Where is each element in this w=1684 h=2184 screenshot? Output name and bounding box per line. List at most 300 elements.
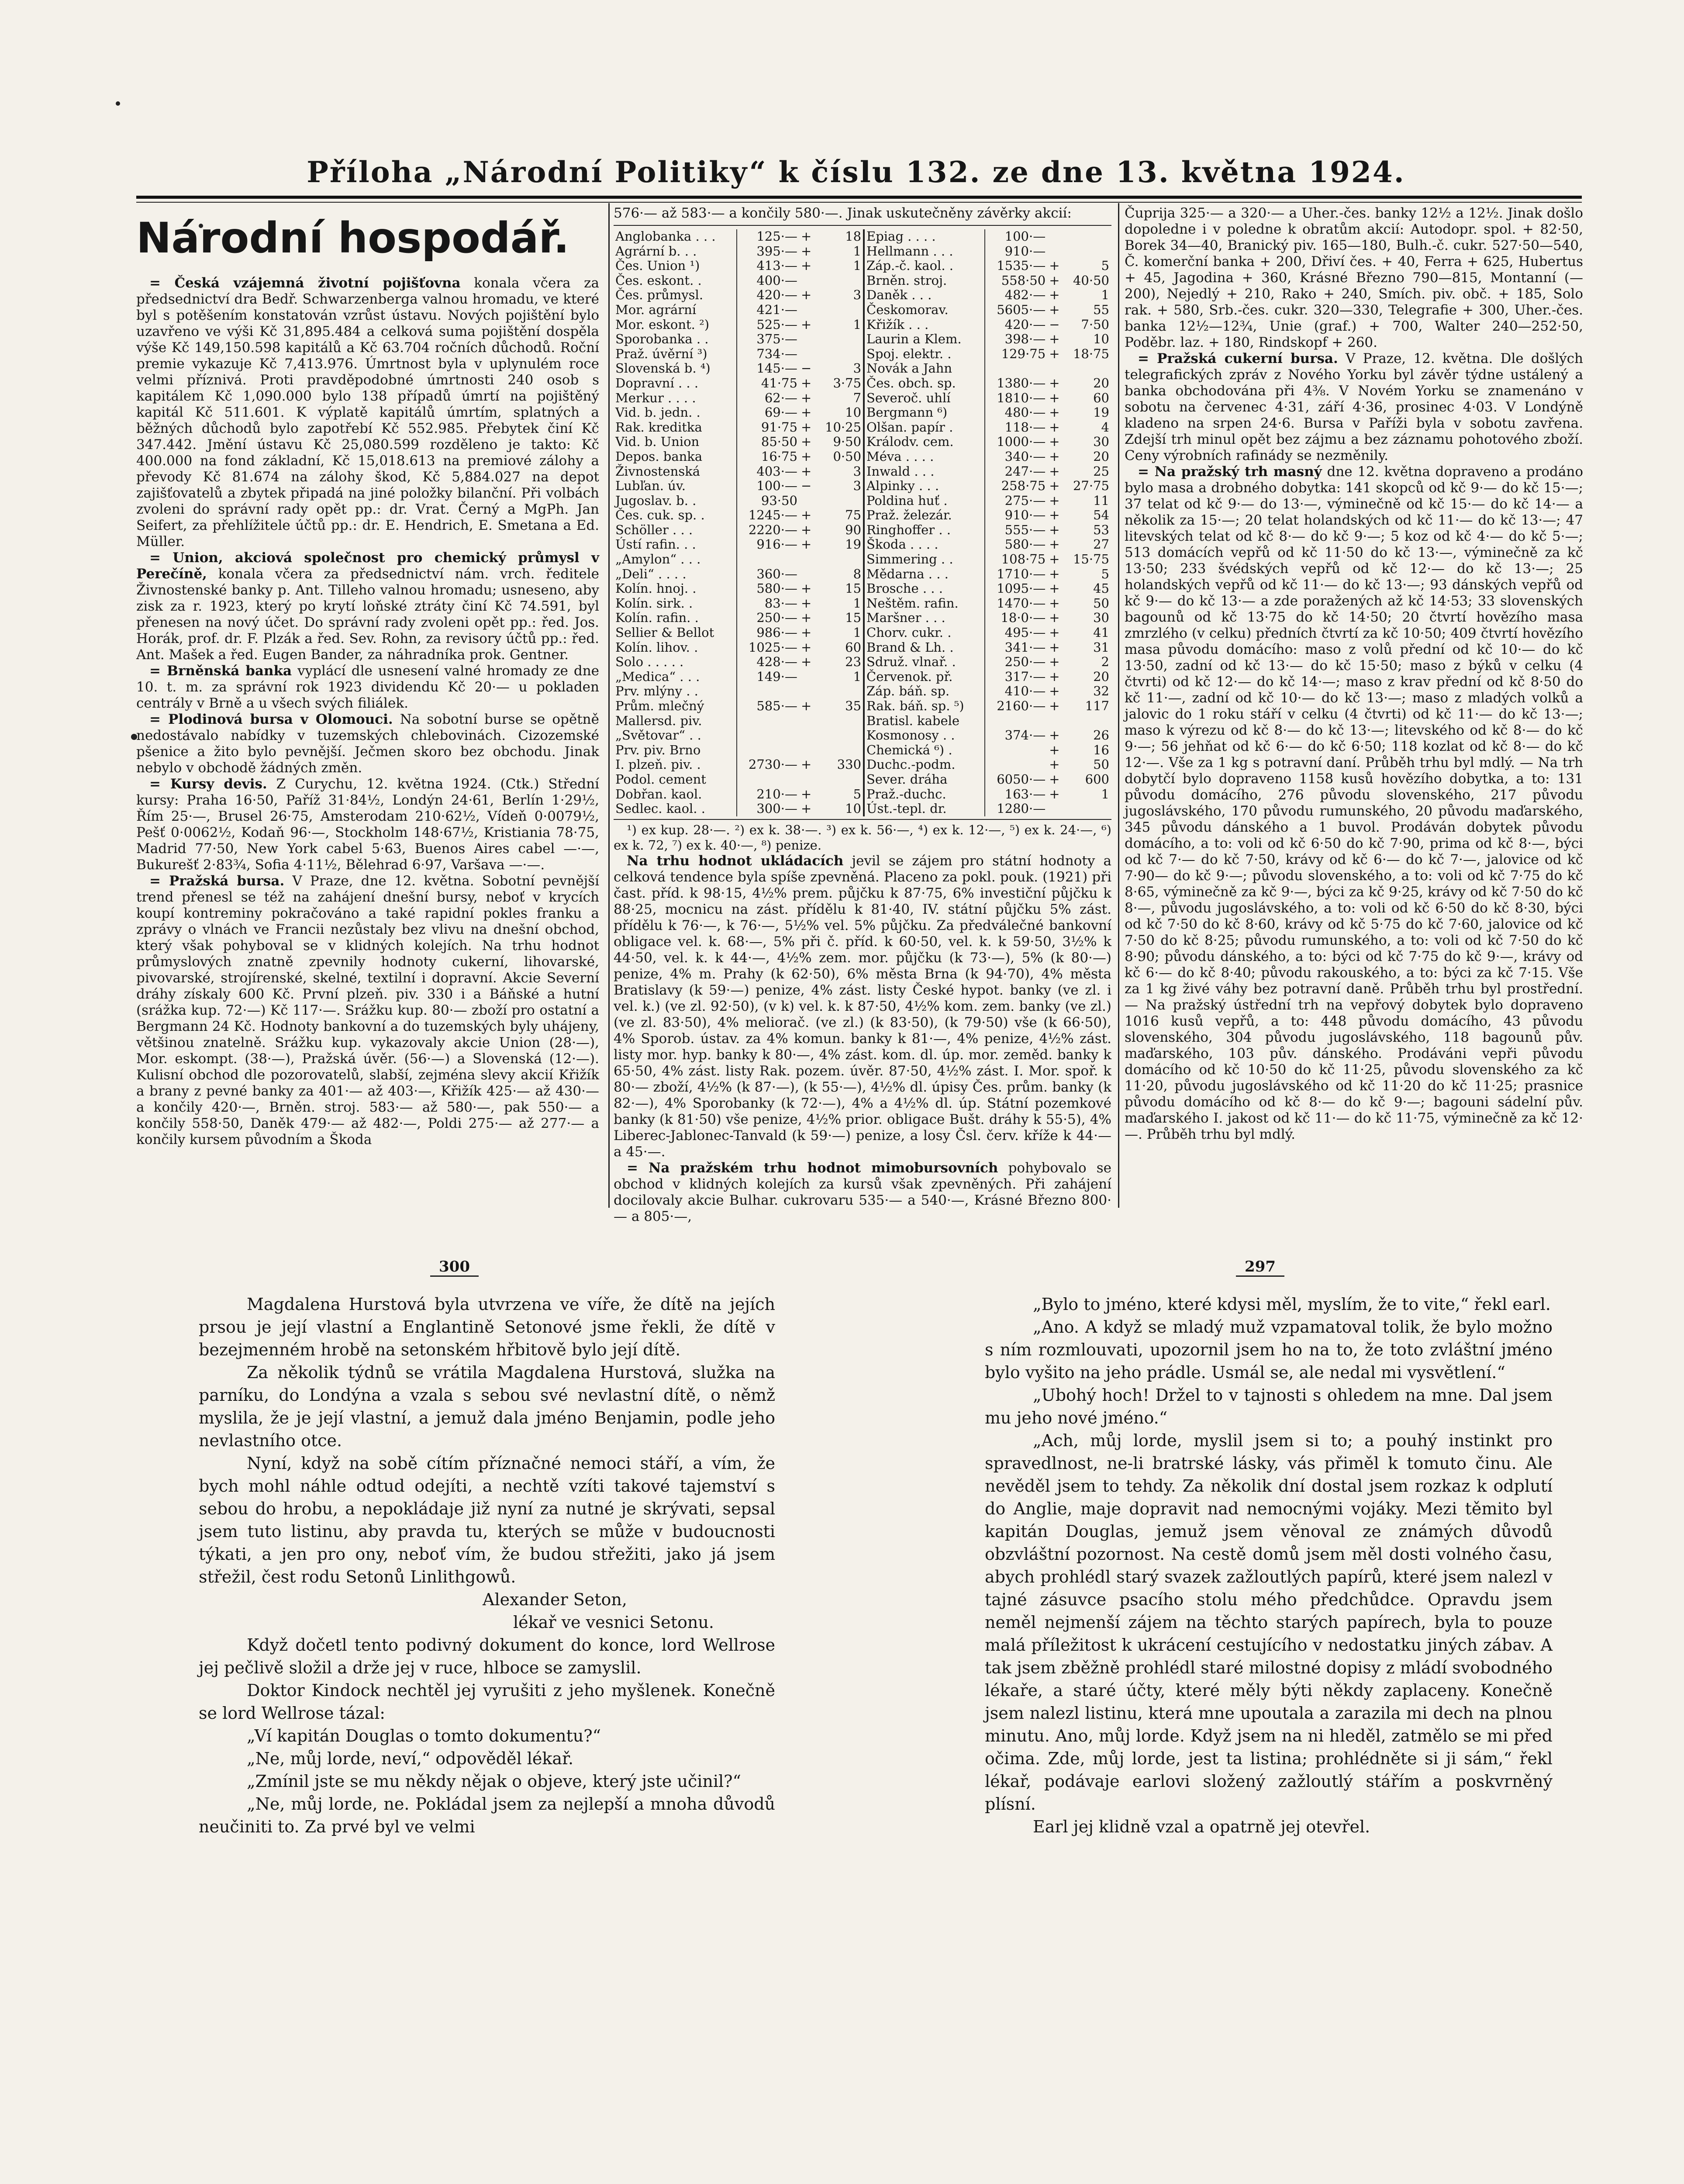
article-lead: = Brněnská banka xyxy=(149,663,292,679)
article-text: konala včera za předsednictví dra Bedř. Schwarzenberga valnou hromadu, ve které byl s potěšením konstatován vzrůst ústavu. Nových pojištění bylo uzavřeno ve výši Kč 31,895.484 a celková suma pojištění dospěla výše Kč 149,150.598 kapitálů a Kč 63.704 ročních důchodů. Roční premie vykazuje Kč 7,413.976. Úmrtnost byla v uplynulém roce velmi příznivá. Proti pravděpodobné úmrtnosti 240 osob s kapitálem Kč 1,090.000 bylo 138 případů úmrtí na pojištěný kapitál Kč 511.601. K výplatě kapitálů úmrtím, splatných a běžných důchodů bylo zapotřebí Kč 552.985. Přebytek činí Kč 347.442. Jmění ústavu Kč 25,080.599 rozděleno je takto: Kč 400.000 na fond základní, Kč 15,018.613 na premiové zálohy a převody Kč 81.674 na zálohy škod, Kč 5,884.027 na depot zajišťovatelů a zbytek připadá na jiné položky bilanční. Při volbách zvoleni do správní rady opět pp.: dr. Vrat. Černý a MgPh. Jan Seifert, za přehlížitele účtů pp.: dr. E. Hendrich, E. Smetana a Ed. Müller. xyxy=(136,275,599,549)
table-cell: 330 xyxy=(837,757,862,772)
table-cell: 85·50 xyxy=(737,435,799,449)
table-cell: 210·— xyxy=(737,787,799,802)
table-cell: 341·— xyxy=(985,640,1047,655)
table-row xyxy=(614,288,1111,303)
table-cell: + xyxy=(801,419,812,435)
table-cell: 420·— xyxy=(985,318,1047,332)
table-cell: Sporobanka . . xyxy=(615,332,709,347)
table-cell: + xyxy=(801,449,812,464)
table-row xyxy=(614,347,1111,362)
table-cell: Kolín. sirk. . xyxy=(615,595,693,611)
table-cell: Novák a Jahn xyxy=(864,361,985,376)
table-cell: + xyxy=(1049,508,1060,523)
table-cell: 428·— xyxy=(737,655,799,670)
article-paragraph xyxy=(614,1160,1111,1225)
table-cell: 5605·— xyxy=(985,303,1047,318)
table-cell: + xyxy=(1049,405,1060,420)
table-cell: + xyxy=(801,786,812,802)
table-cell: 480·— xyxy=(985,405,1047,420)
table-cell: + xyxy=(1049,390,1060,405)
table-cell xyxy=(799,273,816,288)
table-cell: 11 xyxy=(1093,493,1109,508)
table-cell: Laurin a Klem. xyxy=(864,332,985,347)
table-cell: 1245·— xyxy=(737,508,799,523)
table-cell: Maršner . . . xyxy=(864,611,985,625)
table-cell: Spoj. elektr. . xyxy=(864,347,985,362)
table-cell: 410·— xyxy=(985,684,1047,699)
table-cell: + xyxy=(1049,258,1060,273)
table-cell: + xyxy=(801,595,812,611)
table-cell: 1 xyxy=(853,669,862,684)
table-cell: 41 xyxy=(1093,625,1109,640)
table-cell: + xyxy=(1049,346,1060,361)
table-cell: Kolín. hnoj. . xyxy=(615,581,697,596)
table-cell: 4 xyxy=(1101,419,1109,435)
table-cell: 3 xyxy=(853,478,862,494)
table-cell: 18·0·— xyxy=(985,611,1047,625)
table-cell: Sellier & Bellot xyxy=(615,625,714,640)
table-row xyxy=(614,332,1111,347)
table-cell: 53 xyxy=(1093,522,1109,537)
table-row xyxy=(614,303,1111,318)
table-cell: + xyxy=(1049,757,1060,772)
table-cell: 35 xyxy=(845,698,862,713)
article-paragraph xyxy=(136,776,599,873)
table-cell: 8 xyxy=(853,566,862,581)
article-lead: = Union, akciová společnost pro chemický průmysl v Perečíně, xyxy=(136,550,599,582)
article-paragraph xyxy=(1125,351,1583,464)
table-cell xyxy=(985,714,1047,729)
table-cell: + xyxy=(1049,625,1060,640)
article-text: Z Curychu, 12. května 1924. (Ctk.) Střední kursy: Praha 16·50, Paříž 31·84½, Londýn 24·61, Berlín 1·29½, Řím 25·—, Brusel 26·75, Amsterodam 210·62½, Vídeň 0·0079½, Pešť 0·0062½, Kodaň 96·—, Stockholm 148·67½, Kristiania 78·75, Madrid 77·50, New York cabel 5·63, Buenos Aires cabel —·—, Bukurešť 2·83¾, Sofia 4·11½, Bělehrad 6·97, Varšava —·—. xyxy=(136,776,600,873)
table-cell xyxy=(1064,361,1111,376)
table-cell: Chemická ⁶) . xyxy=(864,743,985,758)
table-cell: + xyxy=(1049,786,1060,802)
table-cell: 15 xyxy=(845,581,862,596)
story-paragraph: „Zmínil jste se mu někdy nějak o objeve, který jste učinil?“ xyxy=(247,1772,741,1791)
table-cell: 60 xyxy=(1093,390,1109,405)
table-cell: 31 xyxy=(1093,639,1109,655)
table-row xyxy=(614,772,1111,787)
column-rule xyxy=(608,203,610,1208)
table-cell xyxy=(1064,244,1111,259)
table-cell: 5 xyxy=(1101,566,1109,581)
article-lead: = Na pražském trhu hodnot mimobursovních xyxy=(627,1160,998,1176)
table-cell: 10 xyxy=(845,405,862,420)
table-cell xyxy=(737,684,799,699)
table-cell: Kolín. lihov. . xyxy=(615,639,698,655)
table-cell: + xyxy=(1049,610,1060,625)
table-row xyxy=(614,699,1111,714)
table-cell: 5 xyxy=(853,786,862,802)
table-cell xyxy=(816,303,864,318)
table-cell: Anglobanka . . . xyxy=(615,229,716,244)
table-cell: 1710·— xyxy=(985,567,1047,582)
table-cell: 1 xyxy=(853,258,862,273)
table-cell: Prům. mlečný xyxy=(615,698,704,713)
table-cell: 18·75 xyxy=(1073,346,1109,361)
table-cell: I. plzeň. piv. . xyxy=(615,757,701,772)
table-cell: 340·— xyxy=(985,449,1047,464)
table-cell: Mědarna . . . xyxy=(864,567,985,582)
table-cell: 40·50 xyxy=(1073,273,1109,288)
table-cell: Jugoslav. b. . xyxy=(615,493,697,508)
table-row xyxy=(614,802,1111,816)
table-row xyxy=(614,552,1111,567)
article-text: dne 12. května dopraveno a prodáno bylo masa a drobného dobytka: 141 skopců od kč 9·— do kč 15·—; 37 telat od kč 9·— do 13·—, výminečně od kč 15·— do kč 14·— a několik za 15·—; 20 telat holandských od kč 11·— do kč 13·—; 47 litevských telat od kč 8·— do kč 9·—; 5 koz od kč 4·— do kč 5·—; 513 domácích vepřů od kč 11·50 do kč 13·—, výminečně za kč 13·50; 233 švédských vepřů od kč 12·— do kč 13·—; 25 holandských vepřů od kč 11·— do kč 13·—; 93 dánských vepřů od kč 9·— do kč 13·— a zde poražených až kč 14·53; 33 slovenských bagounů od kč 13·75 do kč 14·50; 20 čtvrtí hovězího masa zmrzlého (v celku) předních čtvrtí za kč 10·50; 409 čtvrtí hovězího masa původu domácího: maso z volů přední od kč 10·— do kč 13·50, zadní od kč 13·— do kč 15·50; maso z býků v celku (4 čtvrti) od kč 12·— do kč 14·—; maso z krav přední od kč 8·50 do kč 11·—, zadní od kč 10·— do kč 13·—; maso z mladých volků a jalovic do 1 roku stáří v celku (4 čtvrti) od kč 11·— do kč 13·—; maso k výrezu od kč 8·— do kč 13·—; litevského od kč 8·— do kč 9·—; 56 jehňat od kč 6·— do kč 6·50; 118 kozlat od kč 8·— do kč 12·—. Vše za 1 kg s potravní daní. Průběh trhu byl mdlý. — Na trh dobytčí bylo dopraveno 1158 kusů hovězího dobytka, a to: 131 původu domácího, 276 původu slovenského, 217 původu jugoslávského, 170 původu rumunského, 20 původu maďarského, 345 původu dánského a 1 buvol. Prodáván dobytek původu domácího, a to: voli od kč 6·50 do kč 7·90, prima od kč 8·—, býci od kč 7·— do kč 7·50, krávy od kč 6·— do kč 7·—, jalovice od kč 7·90— do kč 9·—; původu slovenského, a to: voli od kč 7·75 do kč 8·65, výminečně za kč 9·—, býci za kč 9·25, krávy od kč 7·50 do kč 8·—, původu jugoslávského, a to: voli od kč 6·50 do kč 8·30, býci od kč 7·50 do kč 8·60, krávy od kč 5·75 do kč 7·60, jalovice od kč 7·50 do kč 8·25; původu rumunského, a to: voli od kč 7·50 do kč 8·90; původu dánského, a to: býci od kč 7·75 do kč 9·—, krávy od kč 6·— do kč 8·40; původu rakouského, a to: býci za kč 7·15. Vše za 1 kg živé váhy bez potravní daně. Průběh trhu byl prostřední. — Na pražský ústřední trh na vepřový dobytek bylo dopraveno 1016 kusů vepřů, a to: 448 původu domácího, 43 původu slovenského, 304 původu jugoslávského, 118 bagounů pův. maďarského, 103 pův. dánského. Prodáváni vepři původu domácího od kč 10·50 do kč 11·25, původu slovenského za kč 11·20, původu jugoslávského od kč 11·20 do kč 11·25; prasnice původu domácího od kč 8·— do kč 9·—; bagouni sádelní pův. maďarského I. jakost od kč 11·— do kč 11·75, výminečně za kč 12·—. Průběh trhu byl mdlý. xyxy=(1125,464,1584,1142)
table-cell: 45 xyxy=(1093,581,1109,596)
table-cell: 580·— xyxy=(737,581,799,596)
table-cell xyxy=(985,361,1047,376)
table-cell: Neštěm. rafin. xyxy=(864,596,985,611)
table-row xyxy=(614,494,1111,508)
table-cell: + xyxy=(801,522,812,537)
table-cell: + xyxy=(1049,566,1060,581)
table-cell: 1280·— xyxy=(985,802,1047,816)
table-cell xyxy=(799,332,816,347)
table-cell: 23 xyxy=(845,654,862,670)
table-cell: 986·— xyxy=(737,625,799,640)
table-cell: Olšan. papír . xyxy=(864,420,985,435)
table-cell: 18 xyxy=(845,229,862,244)
table-cell: 9·50 xyxy=(833,434,862,449)
table-cell: Mor. eskont. ²) xyxy=(615,317,710,332)
table-cell: 3 xyxy=(853,287,862,303)
table-cell: 26 xyxy=(1093,728,1109,743)
table-cell: 734·— xyxy=(737,347,799,362)
table-cell: Mor. agrární xyxy=(615,302,697,317)
table-cell: 1025·— xyxy=(737,640,799,655)
table-cell: 910·— xyxy=(985,508,1047,523)
table-cell xyxy=(816,728,864,743)
article-paragraph xyxy=(136,275,599,550)
table-cell: Praž.-duchc. xyxy=(864,787,985,802)
table-cell: + xyxy=(801,537,812,552)
table-row xyxy=(614,259,1111,273)
table-cell: 403·— xyxy=(737,464,799,479)
table-cell: 19 xyxy=(1093,405,1109,420)
table-cell: + xyxy=(801,610,812,625)
table-cell: + xyxy=(1049,434,1060,449)
table-rule xyxy=(614,225,1111,226)
table-cell: Živnostenská xyxy=(615,463,701,479)
table-cell: + xyxy=(801,405,812,420)
table-cell: „Medica“ . . . xyxy=(615,669,700,684)
article-text: V Praze, 12. května. Dle došlých telegrafických zpráv z Nového Yorku byl závěr týdne ustálený a banka obchodována při 4⅜. V Novém Yorku se znamenáno v sobotu na červenec 4·31, září 4·36, prosinec 4·03. V Londýně kladeno na srpen 24·6. Bursa v Paříži byla v sobotu zavřena. Zdejší trh minul opět bez zájmu a bez záznamu pohotového zboží. Ceny výrobních rafinády se nezměnily. xyxy=(1125,351,1583,463)
table-row xyxy=(614,391,1111,406)
table-cell: Králodv. cem. xyxy=(864,435,985,449)
table-cell: Méva . . . . xyxy=(864,449,985,464)
table-cell: + xyxy=(801,508,812,523)
table-row xyxy=(614,670,1111,684)
table-cell: Dopravní . . . xyxy=(615,375,699,390)
table-cell: Kosmonosy . . xyxy=(864,728,985,743)
table-cell: Praž. železár. xyxy=(864,508,985,523)
table-cell: Brosche . . . xyxy=(864,581,985,596)
table-cell: 3 xyxy=(853,463,862,479)
table-cell: 400·— xyxy=(737,273,799,288)
table-cell: Severoč. uhlí xyxy=(864,391,985,406)
table-cell: Ústí rafin. . . xyxy=(615,537,696,552)
table-cell: 421·— xyxy=(737,303,799,318)
table-cell xyxy=(799,552,816,567)
table-row xyxy=(614,420,1111,435)
table-cell: + xyxy=(1049,552,1060,567)
table-cell: + xyxy=(801,287,812,303)
table-row xyxy=(614,464,1111,479)
table-cell xyxy=(737,728,799,743)
table-cell: Brand & Lh. . xyxy=(864,640,985,655)
article-text: Na sobotní burse se opětně nedostávalo nabídky v tuzemských chlebovinách. Cizozemské pšenice a žito bylo pevnější. Ječmen skoro bez obchodu. Jinak nebylo v obchodě žádných změn. xyxy=(136,712,599,776)
table-cell: 19 xyxy=(845,537,862,552)
table-cell: Epiag . . . . xyxy=(864,229,985,244)
table-cell: 149·— xyxy=(737,670,799,684)
story-paragraph: „Ne, můj lorde, ne. Pokládal jsem za nejlepší a mnoha důvodů neučiniti to. Za prvé byl ve velmi xyxy=(199,1794,775,1836)
table-cell: 258·75 xyxy=(985,479,1047,494)
table-cell: + xyxy=(801,375,812,390)
table-cell xyxy=(799,728,816,743)
table-cell: Bratisl. kabele xyxy=(864,714,985,729)
table-cell: Brněn. stroj. xyxy=(864,273,985,288)
table-cell: + xyxy=(1049,332,1060,347)
table-cell: Inwald . . . xyxy=(864,464,985,479)
table-row xyxy=(614,728,1111,743)
story-paragraph: „Ano. A když se mladý muž vzpamatoval tolik, že bylo možno s ním rozmlouvati, upozornil jsem ho na to, že toto zvláštní jméno bylo vyšito na jeho prádle. Usmál se, ale nedal mi vysvětlení.“ xyxy=(985,1317,1553,1382)
table-cell: 108·75 xyxy=(985,552,1047,567)
table-cell: 1000·— xyxy=(985,435,1047,449)
column-intro: 576·— až 583·— a končily 580·—. Jinak uskutečněny závěrky akcií: xyxy=(614,205,1072,221)
table-row xyxy=(614,581,1111,596)
table-cell: + xyxy=(1049,522,1060,537)
table-cell xyxy=(799,772,816,787)
table-cell: 145·— xyxy=(737,361,799,376)
table-cell: 247·— xyxy=(985,464,1047,479)
table-cell: 555·— xyxy=(985,523,1047,538)
table-cell: Solo . . . . . xyxy=(615,654,684,670)
table-cell xyxy=(799,743,816,758)
table-cell xyxy=(816,332,864,347)
table-row xyxy=(614,479,1111,494)
table-cell: 374·— xyxy=(985,728,1047,743)
table-row xyxy=(614,684,1111,699)
table-cell: 27·75 xyxy=(1073,478,1109,494)
table-row xyxy=(614,523,1111,538)
table-cell xyxy=(1064,229,1111,244)
table-row xyxy=(614,376,1111,391)
economy-column-1 xyxy=(136,205,599,1206)
table-cell: 41·75 xyxy=(737,376,799,391)
table-cell: 1 xyxy=(853,625,862,640)
table-row xyxy=(614,625,1111,640)
table-cell: + xyxy=(801,229,812,244)
table-cell: + xyxy=(1049,581,1060,596)
table-row xyxy=(614,611,1111,625)
table-cell: 25 xyxy=(1093,463,1109,479)
table-cell: Slovenská b. ⁴) xyxy=(615,361,711,376)
table-row xyxy=(614,787,1111,802)
table-cell: 3·75 xyxy=(833,375,862,390)
story-paragraph: Doktor Kindock nechtěl jej vyrušiti z jeho myšlenek. Konečně se lord Wellrose tázal: xyxy=(199,1681,775,1723)
table-cell: 250·— xyxy=(737,611,799,625)
table-cell: 117 xyxy=(1085,698,1109,713)
table-cell: 2160·— xyxy=(985,699,1047,714)
article-lead: = Pražská cukerní bursa. xyxy=(1138,351,1338,366)
novel-right-page xyxy=(985,1293,1553,2184)
article-text: vyplácí dle usnesení valné hromady ze dne 10. t. m. za správní rok 1923 dividendu Kč 20·— u pokladen centrály v Brně a u všech svých filiálek. xyxy=(136,663,600,711)
economy-column-2 xyxy=(614,205,1111,1224)
table-cell: 100·— xyxy=(985,229,1047,244)
table-cell: 1 xyxy=(853,317,862,332)
table-row xyxy=(614,655,1111,670)
table-cell: + xyxy=(801,463,812,479)
table-cell: + xyxy=(1049,273,1060,288)
table-cell: + xyxy=(1049,449,1060,464)
table-cell: 300·— xyxy=(737,802,799,816)
table-cell: + xyxy=(1049,595,1060,611)
table-row xyxy=(614,640,1111,655)
table-cell xyxy=(737,743,799,758)
table-cell xyxy=(1064,714,1111,729)
table-cell: Lubľan. úv. xyxy=(615,478,686,494)
story-paragraph: „Ne, můj lorde, neví,“ odpověděl lékař. xyxy=(247,1749,574,1768)
table-cell: 916·— xyxy=(737,537,799,552)
table-cell: Poldina huť . xyxy=(864,494,985,508)
table-row xyxy=(614,714,1111,729)
table-cell: 54 xyxy=(1093,508,1109,523)
table-cell: 525·— xyxy=(737,318,799,332)
table-cell: 83·— xyxy=(737,596,799,611)
table-cell: + xyxy=(1049,537,1060,552)
table-cell xyxy=(1064,802,1111,816)
table-cell: + xyxy=(801,317,812,332)
table-row xyxy=(614,273,1111,288)
supplement-header: Příloha „Národní Politiky“ k číslu 132. ze dne 13. května 1924. xyxy=(307,155,1405,189)
table-cell xyxy=(1047,361,1064,376)
table-cell: 10 xyxy=(845,801,862,816)
stock-table xyxy=(614,229,1111,816)
article-text: konala včera za předsednictví nám. vrch. ředitele Živnostenské banky p. Ant. Tilleho valnou hromadu; usneseno, aby zisk za r. 1923, který po krytí loňské ztráty činí Kč 74.591, byl přenesen na nový účet. Do správní rady zvoleni opět pp.: řed. Jos. Horák, prof. dr. F. Plzák a řed. Sev. Rohn, za revisory účtů pp.: řed. Ant. Mašek a řed. Eugen Bander, za náhradníka prok. Gentner. xyxy=(136,566,599,663)
article-paragraph xyxy=(136,873,599,1148)
article-paragraph xyxy=(136,663,599,712)
table-cell: + xyxy=(1049,742,1060,757)
table-cell: Depos. banka xyxy=(615,449,703,464)
table-cell: + xyxy=(1049,639,1060,655)
table-cell xyxy=(985,757,1047,772)
table-cell: + xyxy=(801,390,812,405)
table-cell: Sedlec. kaol. . xyxy=(615,801,705,816)
story-paragraph: „Ví kapitán Douglas o tomto dokumentu?“ xyxy=(247,1726,601,1745)
table-cell: 2 xyxy=(1101,654,1109,670)
article-paragraph xyxy=(136,712,599,776)
table-cell: Bergmann ⁶) xyxy=(864,405,985,420)
table-cell: 413·— xyxy=(737,259,799,273)
table-cell: 100·— xyxy=(737,479,799,494)
table-cell: 20 xyxy=(1093,669,1109,684)
table-cell xyxy=(799,567,816,582)
table-cell: 580·— xyxy=(985,537,1047,552)
article-paragraph xyxy=(1125,464,1583,1143)
table-cell: 7·50 xyxy=(1081,317,1109,332)
table-cell: − xyxy=(801,478,812,494)
table-cell xyxy=(816,743,864,758)
table-cell: 420·— xyxy=(737,288,799,303)
table-cell: 27 xyxy=(1093,537,1109,552)
table-cell: 395·— xyxy=(737,244,799,259)
table-cell xyxy=(799,347,816,362)
table-cell: 375·— xyxy=(737,332,799,347)
table-cell: Prv. mlýny . . xyxy=(615,684,698,699)
article-paragraph xyxy=(136,550,599,663)
table-row xyxy=(614,537,1111,552)
table-cell: 1535·— xyxy=(985,259,1047,273)
table-cell: Dobřan. kaol. xyxy=(615,786,702,802)
table-cell: 0·50 xyxy=(833,449,862,464)
table-row xyxy=(614,405,1111,420)
story-paragraph: Nyní, když na sobě cítím příznačné nemoci stáří, a vím, že bych mohl náhle odtud odejíti, a nechtě vzíti takové tajemství s sebou do hrobu, a nepokládaje již nyní za nutné je skrývati, sepsal jsem tuto listinu, aby pravda tu, kterých se může v budoucnosti týkati, a jen pro ony, neboť vím, že budou střežiti, jako já jsem střežil, čest rodu Setonů Linlithgowů. xyxy=(199,1454,775,1586)
page-number-right: 297 xyxy=(1236,1258,1284,1277)
table-cell: 495·— xyxy=(985,625,1047,640)
table-cell: 1380·— xyxy=(985,376,1047,391)
table-cell: 398·— xyxy=(985,332,1047,347)
table-cell xyxy=(799,714,816,729)
table-cell xyxy=(1047,714,1064,729)
table-cell: 16·75 xyxy=(737,449,799,464)
table-cell: 69·— xyxy=(737,405,799,420)
table-cell: 482·— xyxy=(985,288,1047,303)
table-footnotes: ¹) ex kup. 28·—. ²) ex k. 38·—. ³) ex k. 56·—, ⁴) ex k. 12·—, ⁵) ex k. 24·—, ⁶) ex k. 72, ⁷) ex k. 40·—, ⁸) penize. xyxy=(614,822,1111,853)
table-cell: 2730·— xyxy=(737,757,799,772)
table-cell: + xyxy=(1049,728,1060,743)
table-cell xyxy=(1047,244,1064,259)
table-cell: 7 xyxy=(853,390,862,405)
table-cell: + xyxy=(801,757,812,772)
table-cell: 55 xyxy=(1093,302,1109,317)
table-cell: + xyxy=(1049,302,1060,317)
table-cell: 75 xyxy=(845,508,862,523)
table-cell: 600 xyxy=(1085,771,1109,787)
novel-left-page xyxy=(199,1293,775,2184)
table-cell: 90 xyxy=(845,522,862,537)
table-cell: „Deli“ . . . . xyxy=(615,566,687,581)
table-row xyxy=(614,435,1111,449)
table-cell: „Světovar“ . . xyxy=(615,728,701,743)
table-cell: 360·— xyxy=(737,567,799,582)
table-cell: 50 xyxy=(1093,595,1109,611)
table-cell: Kolín. rafin. . xyxy=(615,610,699,625)
table-row xyxy=(614,449,1111,464)
article-text: V Praze, dne 12. května. Sobotní pevnější trend přenesl se též na zahájení dnešní bursy, neboť v krycích koupí kontreminy pokračováno a také rapidní pokles franku a zprávy o vlnách ve Francii nezůstaly bez vlivu na dnešní obchod, který však pohyboval se v klidných kolejích. Na trhu hodnot průmyslových znatně zpevnily hodnoty cukerní, lihovarské, pivovarské, strojírenské, skelné, textilní i dopravní. Akcie Severní dráhy získaly 600 Kč. První plzeň. piv. 330 i a Báňské a hutní (srážka kup. 72·—) Kč 117·—. Srážku kup. 80·— zboží pro ostatní a Bergmann 24 Kč. Hodnoty bankovní a do tuzemských byly uhájeny, většinou znatelně. Srážku kup. vykazovaly akcie Union (28·—), Mor. eskompt. (38·—), Pražská úvěr. (56·—) a Slovenská (12·—). Kulisní obchod dle pozorovatelů, slabší, zejména slevy akcií Křižík a brany z pevné banky za 401·— až 403·—, Křižík 425·— až 430·— a končily 420·—, Brněn. stroj. 583·— až 580·—, pak 550·— a končily 558·50, Daněk 479·— až 482·—, Poldi 275·— až 277·— a končily kursem původním a Škoda xyxy=(136,873,600,1147)
table-cell: + xyxy=(801,698,812,713)
table-cell: + xyxy=(801,654,812,670)
table-cell: 1 xyxy=(1101,287,1109,303)
table-cell: 1 xyxy=(853,243,862,259)
table-cell: + xyxy=(1049,375,1060,390)
table-cell: Alpinky . . . xyxy=(864,479,985,494)
table-cell: − xyxy=(801,361,812,376)
table-cell: 1810·— xyxy=(985,391,1047,406)
table-cell: 125·— xyxy=(737,229,799,244)
table-cell: „Amylon“ . . . xyxy=(615,552,701,567)
table-cell: 910·— xyxy=(985,244,1047,259)
section-title: Národní hospodář. xyxy=(136,214,569,263)
table-cell: 32 xyxy=(1093,684,1109,699)
story-paragraph: Magdalena Hurstová byla utvrzena ve víře, že dítě na jejích prsou je její vlastní a Englantině Setonové jsme řekli, že dítě v bezejmenném hrobě na setonském hřbitově bylo její dítě. xyxy=(199,1295,775,1359)
table-cell: Úst.-tepl. dr. xyxy=(864,802,985,816)
table-cell xyxy=(1047,802,1064,816)
table-cell: 1470·— xyxy=(985,596,1047,611)
table-cell: 50 xyxy=(1093,757,1109,772)
